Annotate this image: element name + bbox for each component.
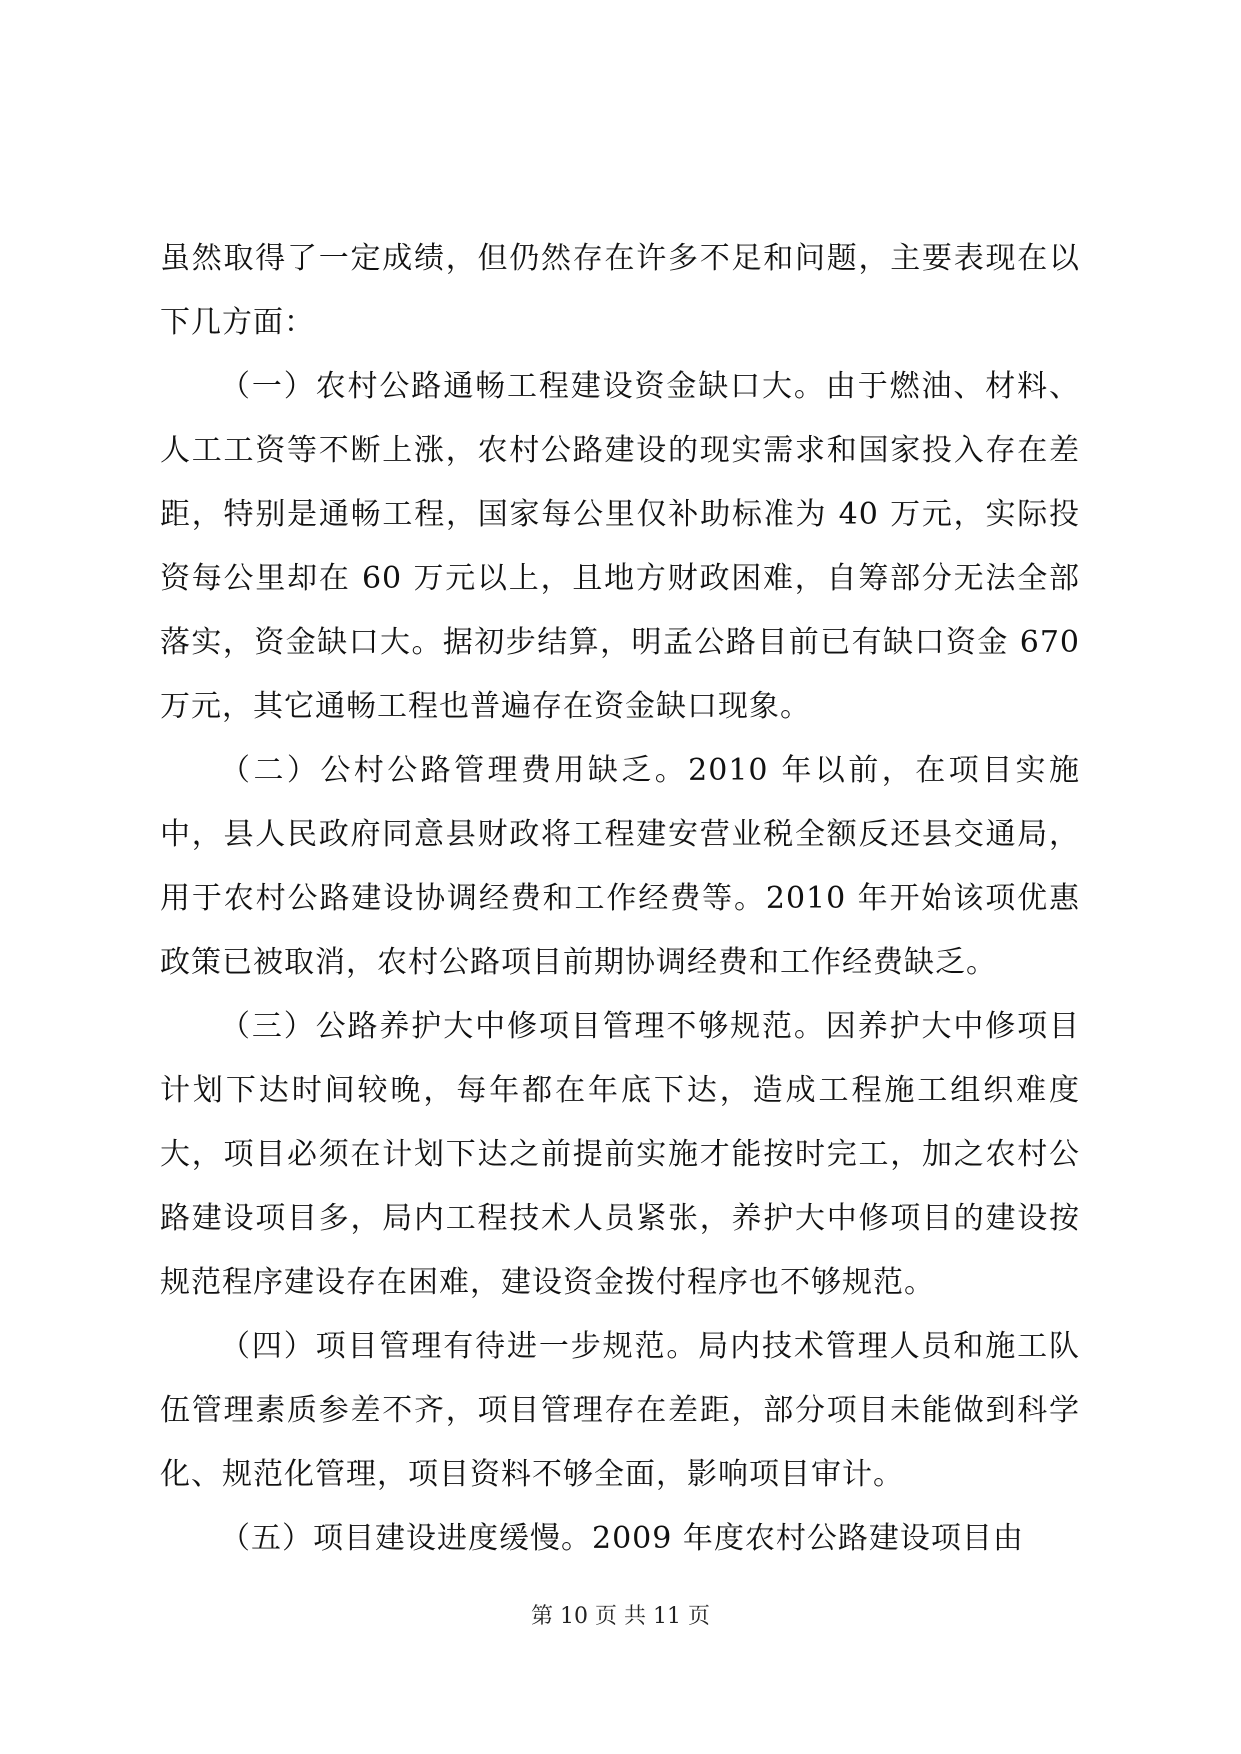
paragraph-intro: 虽然取得了一定成绩，但仍然存在许多不足和问题，主要表现在以下几方面：: [160, 241, 1080, 340]
page-number-footer: 第 10 页 共 11 页: [531, 1604, 710, 1629]
paragraph-item-4: （四）项目管理有待进一步规范。局内技术管理人员和施工队伍管理素质参差不齐，项目管理存在差距，部分项目未能做到科学化、规范化管理，项目资料不够全面，影响项目审计。: [160, 1329, 1080, 1492]
paragraph-item-1: （一）农村公路通畅工程建设资金缺口大。由于燃油、材料、人工工资等不断上涨，农村公路建设的现实需求和国家投入存在差距，特别是通畅工程，国家每公里仅补助标准为 40 万元，实际投资每公里却在 60 万元以上，且地方财政困难，自筹部分无法全部落实，资金缺口大。据初步结算，明孟公路目前已有缺口资金 670 万元，其它通畅工程也普遍存在资金缺口现象。: [160, 369, 1080, 724]
paragraph-item-3: （三）公路养护大中修项目管理不够规范。因养护大中修项目计划下达时间较晚，每年都在年底下达，造成工程施工组织难度大，项目必须在计划下达之前提前实施才能按时完工，加之农村公路建设项目多，局内工程技术人员紧张，养护大中修项目的建设按规范程序建设存在困难，建设资金拨付程序也不够规范。: [160, 1009, 1080, 1300]
paragraph-item-5: （五）项目建设进度缓慢。2009 年度农村公路建设项目由: [220, 1521, 1024, 1556]
document-body: [160, 227, 1080, 1571]
paragraph-item-2: （二）公村公路管理费用缺乏。2010 年以前，在项目实施中，县人民政府同意县财政将工程建安营业税全额反还县交通局，用于农村公路建设协调经费和工作经费等。2010 年开始该项优惠政策已被取消，农村公路项目前期协调经费和工作经费缺乏。: [160, 753, 1080, 980]
